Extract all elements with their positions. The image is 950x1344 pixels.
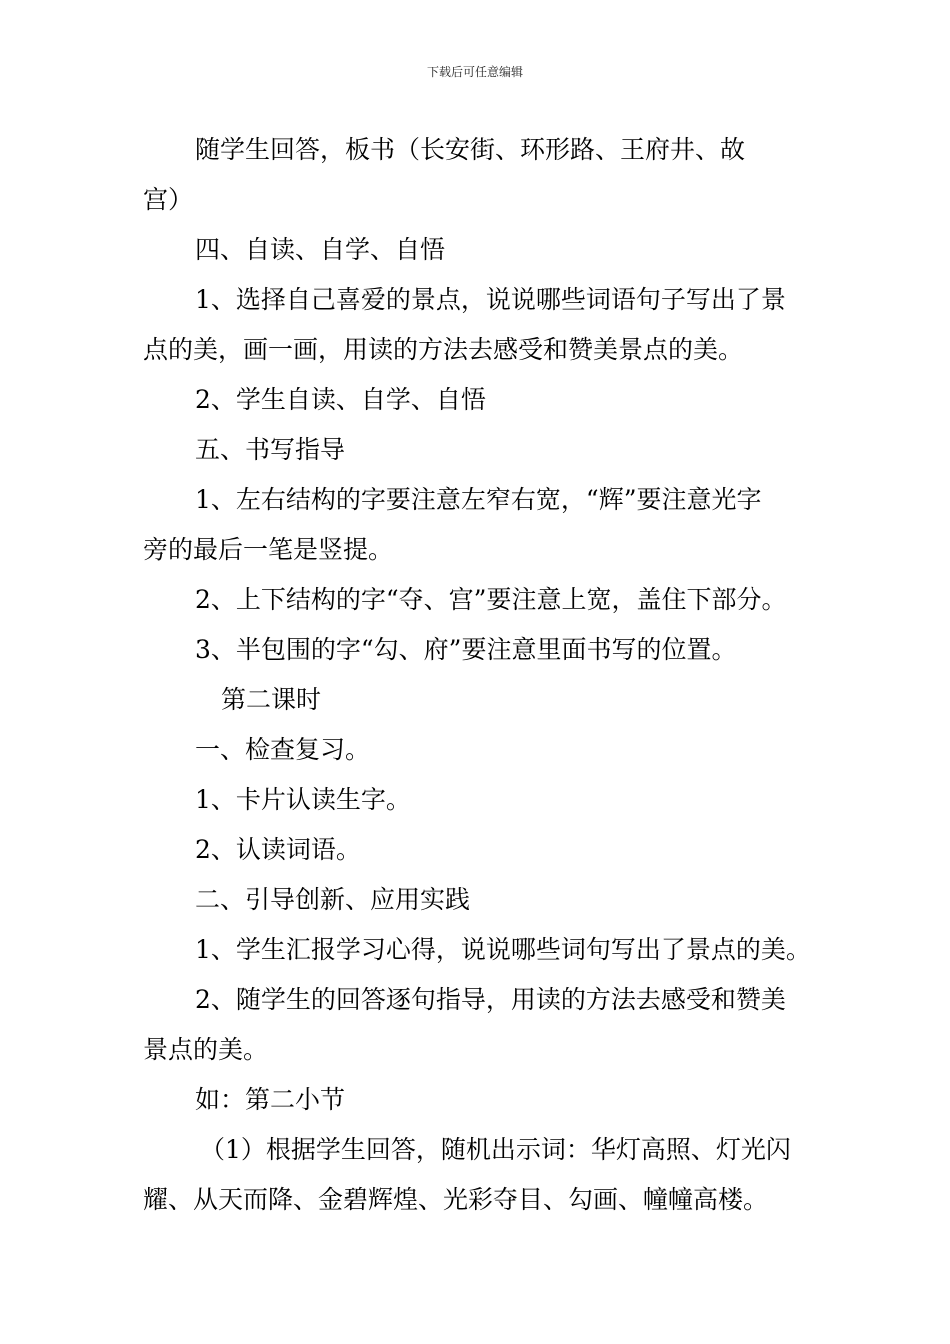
paragraph-line: 景点的美。: [143, 1035, 269, 1064]
paragraph-line: 旁的最后一笔是竖提。: [143, 535, 394, 564]
paragraph-line: 2、上下结构的字“夺、宫”要注意上宽，盖住下部分。: [195, 585, 787, 614]
section-heading: 二、引导创新、应用实践: [195, 885, 471, 914]
paragraph-line: 1、左右结构的字要注意左窄右宽，“辉”要注意光字: [195, 485, 762, 514]
page-header: 下载后可任意编辑: [426, 65, 523, 79]
paragraph-line: 2、学生自读、自学、自悟: [195, 385, 486, 414]
section-heading: 四、自读、自学、自悟: [195, 235, 446, 264]
paragraph-line: 2、认读词语。: [195, 835, 361, 864]
section-heading: 一、检查复习。: [195, 735, 371, 764]
paragraph-line: 如：第二小节: [195, 1085, 346, 1114]
paragraph-line: 2、随学生的回答逐句指导，用读的方法去感受和赞美: [195, 985, 786, 1014]
paragraph-line: 1、选择自己喜爱的景点，说说哪些词语句子写出了景: [195, 285, 786, 314]
paragraph-line: 宫）: [143, 185, 194, 214]
paragraph-line: 耀、从天而降、金碧辉煌、光彩夺目、勾画、幢幢高楼。: [143, 1185, 769, 1214]
paragraph-line: 点的美，画一画，用读的方法去感受和赞美景点的美。: [143, 335, 744, 364]
section-heading: 五、书写指导: [195, 435, 346, 464]
paragraph-line: 1、卡片认读生字。: [195, 785, 411, 814]
paragraph-line: 随学生回答，板书（长安街、环形路、王府井、故: [195, 135, 746, 164]
lesson-heading: 第二课时: [221, 685, 322, 714]
paragraph-line: 1、学生汇报学习心得，说说哪些词句写出了景点的美。: [195, 935, 811, 964]
paragraph-line: （1）根据学生回答，随机出示词：华灯高照、灯光闪: [200, 1135, 791, 1164]
paragraph-line: 3、半包围的字“勾、府”要注意里面书写的位置。: [195, 635, 737, 664]
